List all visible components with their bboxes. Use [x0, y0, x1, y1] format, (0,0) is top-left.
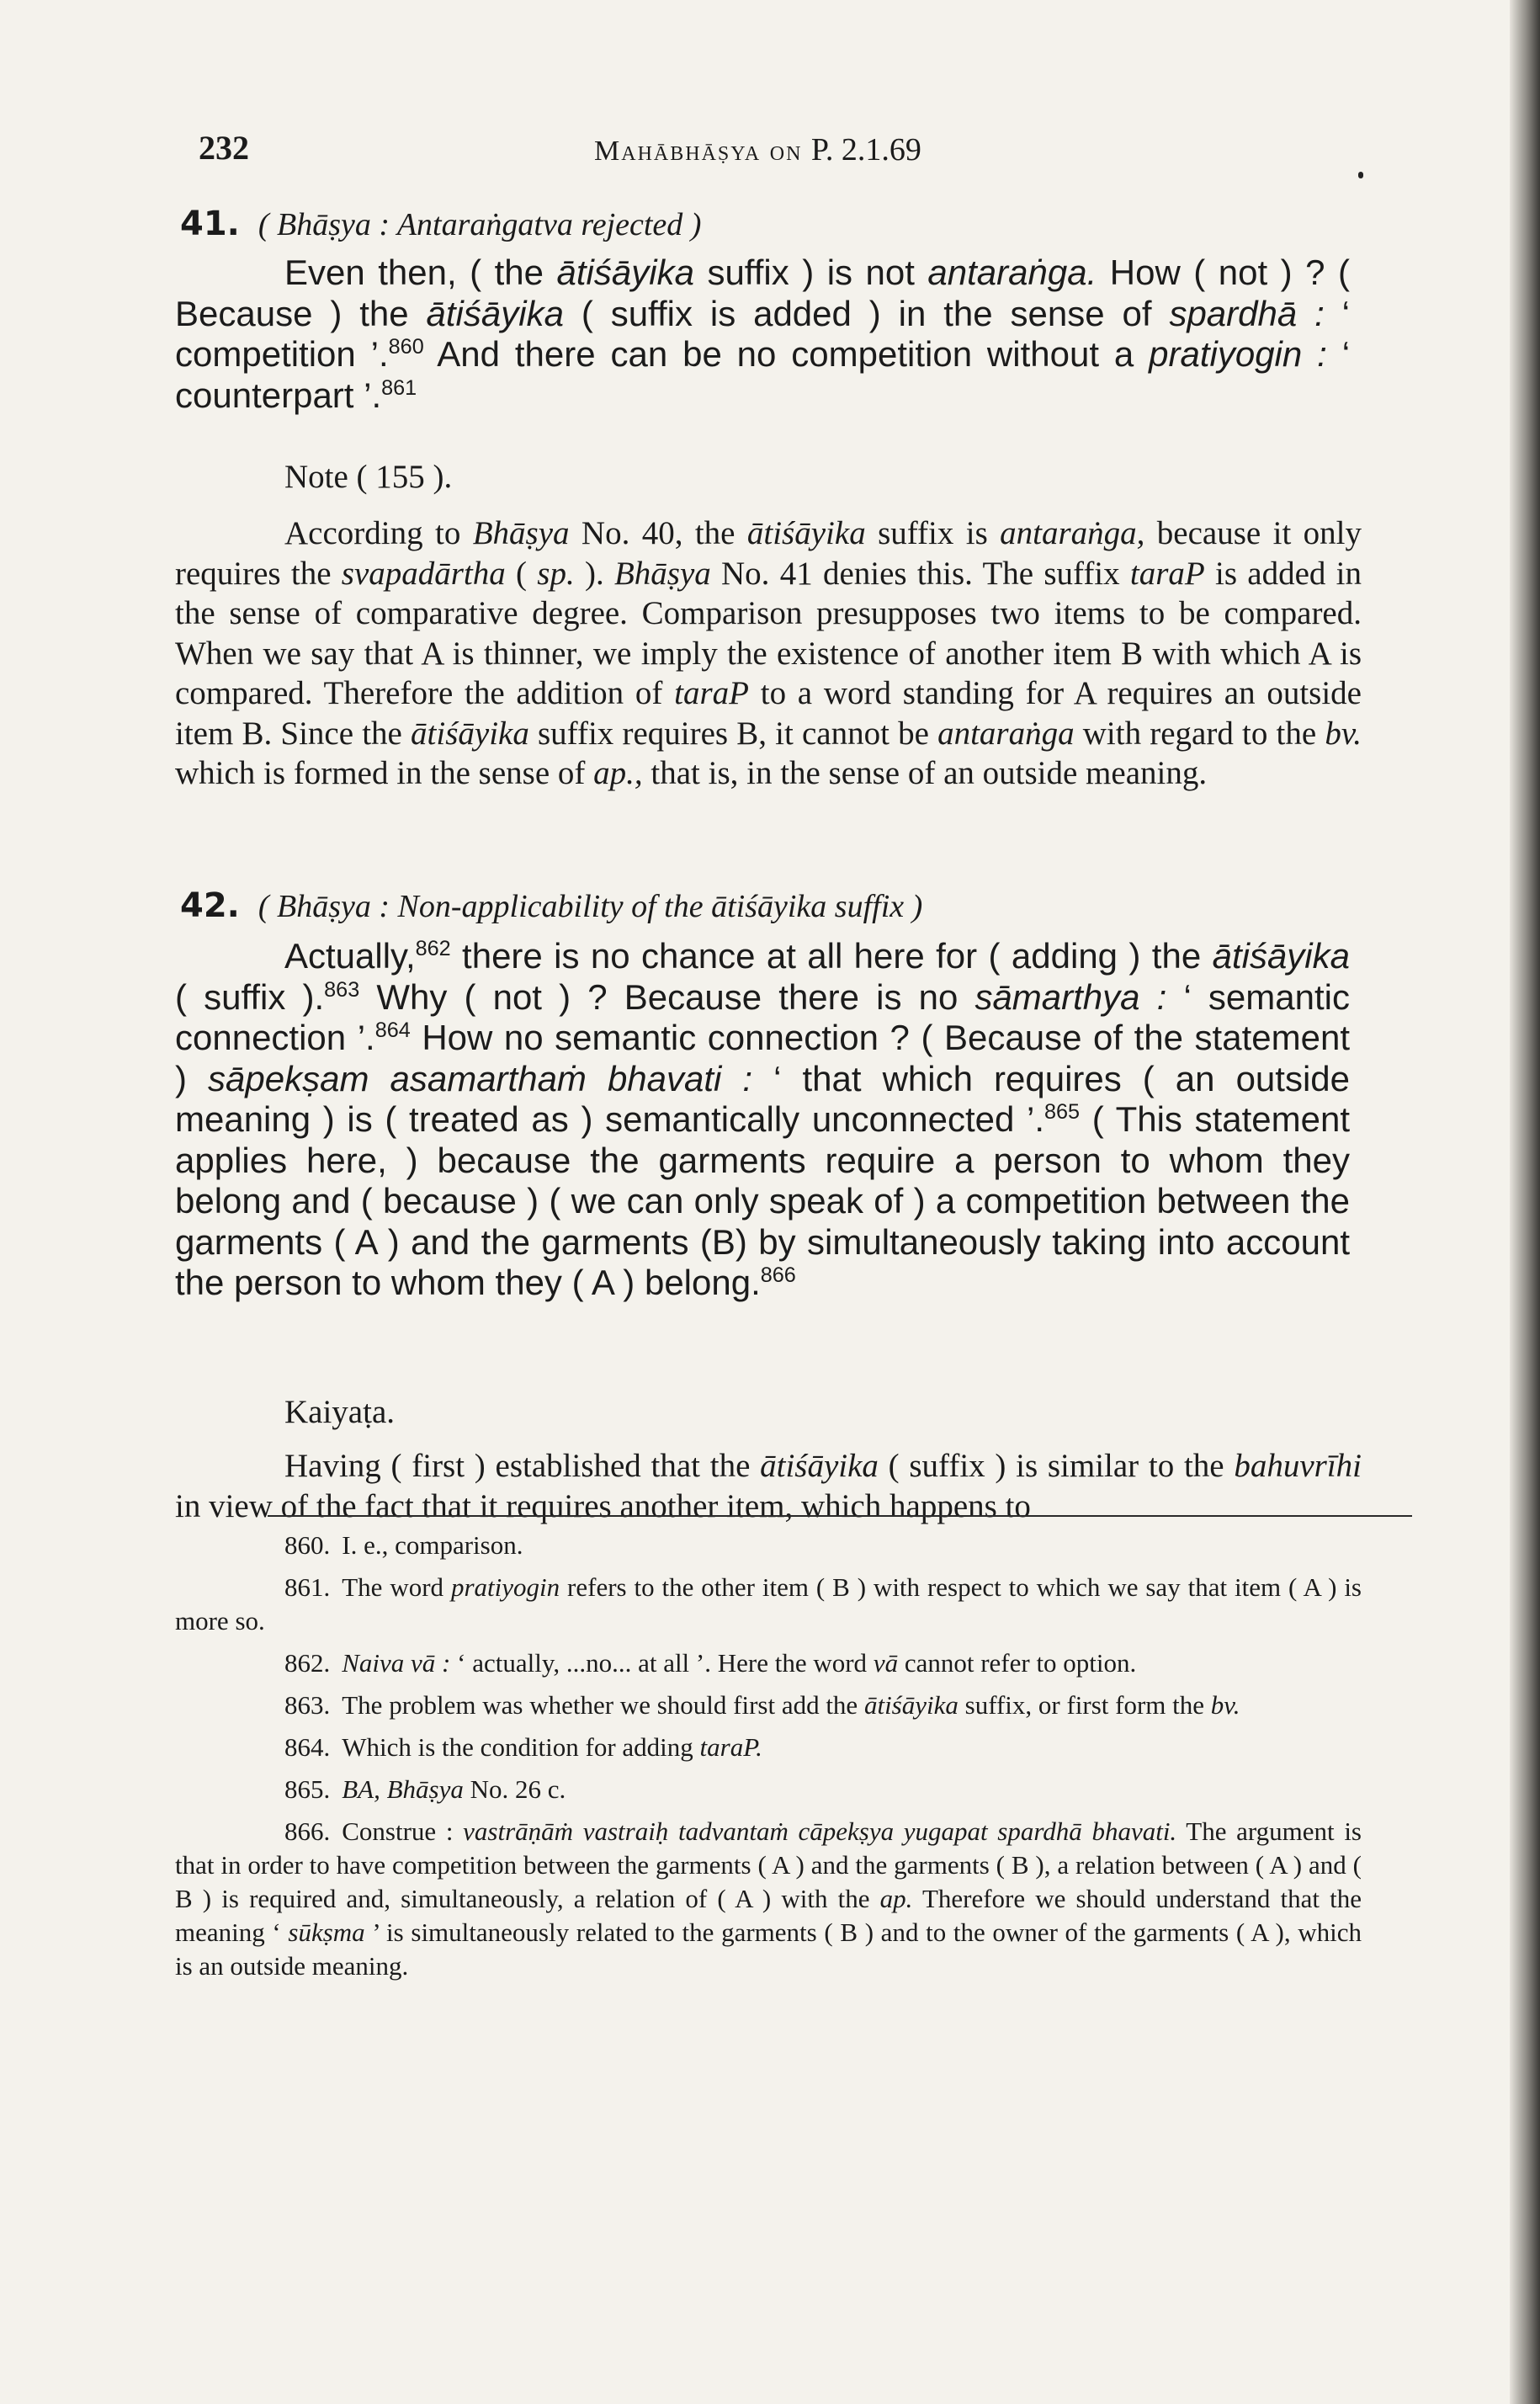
- text-run: (: [505, 555, 538, 592]
- text-run: Even then, ( the: [284, 253, 557, 292]
- text-run: Why ( not ) ? Because there is no: [359, 976, 975, 1017]
- text-run: bv.: [1325, 715, 1362, 752]
- text-run: there is no chance at all here for ( adding ) the: [450, 936, 1213, 976]
- footnote-862: [175, 1646, 1362, 1680]
- footnote-ref-866: 866: [760, 1263, 796, 1287]
- text-run: Mahābhāṣya on: [594, 136, 803, 167]
- text-run: sāpekṣam asamarthaṁ bhavati :: [208, 1058, 753, 1098]
- text-run: pratiyogin :: [1149, 334, 1327, 374]
- footnote-863: [175, 1689, 1362, 1722]
- footnotes: [175, 1529, 1362, 1992]
- print-speck: [1358, 172, 1363, 178]
- section-number: 41.: [180, 205, 240, 243]
- text-run: No. 41 denies this. The suffix: [710, 555, 1130, 592]
- text-run: ‘ counterpart ’.: [175, 334, 1351, 415]
- text-run: suffix requires B, it cannot be: [528, 715, 938, 752]
- text-run: No. 26 c.: [463, 1774, 566, 1804]
- section-title: ( Bhāṣya : Antaraṅgatva rejected ): [258, 207, 702, 242]
- note-heading: Note ( 155 ).: [284, 459, 453, 495]
- text-run: ( suffix is added ) in the sense of: [563, 293, 1170, 333]
- section-41-translation: [175, 253, 1350, 416]
- text-run: Which is the condition for adding: [342, 1732, 700, 1762]
- text-run: How no semantic connection ? ( Because of the statement ): [175, 1018, 1350, 1098]
- text-run: Naiva vā :: [342, 1648, 451, 1678]
- text-run: Having ( first ) established that the: [284, 1448, 761, 1484]
- text-run: because it only requires the: [175, 515, 1362, 592]
- text-run: ‘ actually, ...no... at all ’. Here the word: [450, 1648, 874, 1678]
- text-run: ).: [574, 555, 614, 592]
- text-run: ātiśāyika: [411, 715, 529, 752]
- text-run: 865.: [284, 1774, 331, 1804]
- text-run: antaraṅga: [937, 715, 1075, 752]
- text-run: refers to the other item ( B ) with respect to which we say that item ( A ) is more so.: [175, 1572, 1362, 1635]
- text-run: ātiśāyika: [556, 253, 694, 292]
- text-run: The word: [342, 1572, 451, 1602]
- footnote-ref-865: 865: [1044, 1100, 1081, 1124]
- text-run: bv.: [1210, 1690, 1240, 1720]
- text-run: antaraṅga,: [1000, 515, 1145, 551]
- text-run: I. e., comparison.: [342, 1530, 523, 1560]
- footnote-divider: [268, 1515, 1412, 1517]
- text-run: According to: [284, 515, 473, 551]
- text-run: taraP: [674, 675, 749, 711]
- text-run: svapadārtha: [341, 555, 506, 592]
- section-42-heading: [180, 886, 922, 925]
- text-run: sāmarthya :: [974, 976, 1167, 1017]
- footnote-ref-864: 864: [374, 1019, 411, 1042]
- text-run: sūkṣma: [288, 1917, 365, 1947]
- text-run: P. 2.1.69: [810, 132, 921, 168]
- text-run: Bhāṣya: [472, 515, 570, 551]
- text-run: ātiśāyika: [1212, 936, 1350, 976]
- text-run: vā: [873, 1648, 899, 1678]
- text-run: ap.,: [593, 755, 643, 791]
- text-run: ‘ that which requires ( an outside meaning ) is ( treated as ) semantically unconnected ’.: [175, 1058, 1351, 1139]
- text-run: ( suffix ) is similar to the: [878, 1448, 1235, 1484]
- text-run: ( suffix ).: [175, 976, 325, 1017]
- text-run: ’ is simultaneously related to the garments ( B ) and to the owner of the garments ( A ), which is an outside meaning.: [175, 1917, 1362, 1981]
- kaiyata-heading: Kaiyaṭa.: [284, 1394, 396, 1430]
- text-run: taraP.: [699, 1732, 762, 1762]
- text-run: with regard to the: [1074, 715, 1325, 752]
- text-run: Actually,: [284, 936, 416, 976]
- footnote-865: [175, 1773, 1362, 1806]
- footnote-ref-861: 861: [381, 375, 417, 400]
- text-run: suffix ) is not: [693, 253, 928, 292]
- text-run: bahuvrīhi: [1234, 1448, 1362, 1484]
- text-run: 862.: [284, 1648, 331, 1678]
- footnote-866: [175, 1815, 1362, 1983]
- text-run: And there can be no competition without a: [423, 334, 1150, 374]
- text-run: ( This statement applies here, ) because the garments require a person to whom they belong and ( because ) ( we can only speak of ) a competition between the garments ( A ) and the garments (B) by simultaneously taking into account the person to whom they ( A ) belong.: [175, 1099, 1351, 1302]
- text-run: 860.: [284, 1530, 331, 1560]
- text-run: pratiyogin: [450, 1572, 560, 1602]
- text-run: cannot refer to option.: [898, 1648, 1137, 1678]
- page-edge-shadow: [1510, 0, 1540, 2404]
- text-run: sp.: [537, 555, 575, 592]
- text-run: Therefore we should understand that the meaning ‘: [175, 1884, 1362, 1947]
- text-run: taraP: [1129, 555, 1205, 592]
- text-run: suffix is: [865, 515, 1001, 551]
- text-run: Bhāṣya: [613, 555, 711, 592]
- text-run: 863.: [284, 1690, 331, 1720]
- footnote-ref-860: 860: [388, 335, 424, 359]
- footnote-ref-862: 862: [415, 937, 451, 960]
- running-title: [594, 131, 921, 168]
- text-run: is added in the sense of comparative degree. Comparison presupposes two items to be compared. When we say that A is thinner, we imply the existence of another item B with which A is compared. Therefore the addition of: [175, 555, 1362, 711]
- footnote-860: [175, 1529, 1362, 1562]
- text-run: ātiśāyika: [746, 515, 866, 551]
- note-body: [175, 513, 1362, 794]
- text-run: No. 40, the: [569, 515, 747, 551]
- text-run: ‘ semantic connection ’.: [175, 976, 1350, 1057]
- section-42-translation: [175, 936, 1350, 1304]
- text-run: ātiśāyika: [760, 1448, 879, 1484]
- text-run: How ( not ) ? ( Because ) the: [175, 253, 1350, 333]
- text-run: antaraṅga.: [927, 253, 1097, 292]
- text-run: Construe :: [342, 1816, 464, 1846]
- text-run: suffix, or first form the: [958, 1690, 1211, 1720]
- text-run: BA, Bhāṣya: [342, 1774, 464, 1804]
- text-run: vastrāṇāṁ vastraiḥ tadvantaṁ cāpekṣya yugapat spardhā bhavati.: [463, 1816, 1177, 1846]
- text-run: spardhā :: [1169, 293, 1325, 333]
- page-number: 232: [199, 129, 249, 167]
- section-title: ( Bhāṣya : Non-applicability of the ātiśāyika suffix ): [258, 889, 923, 924]
- footnote-861: [175, 1571, 1362, 1638]
- section-41-heading: [180, 205, 701, 243]
- text-run: that is, in the sense of an outside meaning.: [642, 755, 1208, 791]
- text-run: 861.: [284, 1572, 331, 1602]
- footnote-ref-863: 863: [324, 977, 360, 1002]
- text-run: which is formed in the sense of: [175, 755, 594, 791]
- running-header: [199, 128, 1351, 178]
- text-run: 866.: [284, 1816, 331, 1846]
- text-run: ātiśāyika: [426, 293, 564, 333]
- text-run: ātiśāyika: [863, 1690, 959, 1720]
- text-run: in view of the fact that it requires another item, which happens to: [175, 1487, 1031, 1524]
- text-run: The problem was whether we should first add the: [342, 1690, 864, 1720]
- text-run: to a word standing for A requires an outside item B. Since the: [175, 675, 1362, 752]
- text-run: ap.: [879, 1884, 913, 1913]
- text-run: ‘ competition ’.: [175, 293, 1351, 374]
- section-number: 42.: [180, 886, 240, 925]
- text-run: The argument is that in order to have competition between the garments ( A ) and the garments ( B ), a relation between ( A ) and ( B ) is required and, simultaneously, a relation of ( A ) with the: [175, 1816, 1362, 1913]
- text-run: 864.: [284, 1732, 331, 1762]
- kaiyata-body: [175, 1446, 1362, 1526]
- footnote-864: [175, 1731, 1362, 1764]
